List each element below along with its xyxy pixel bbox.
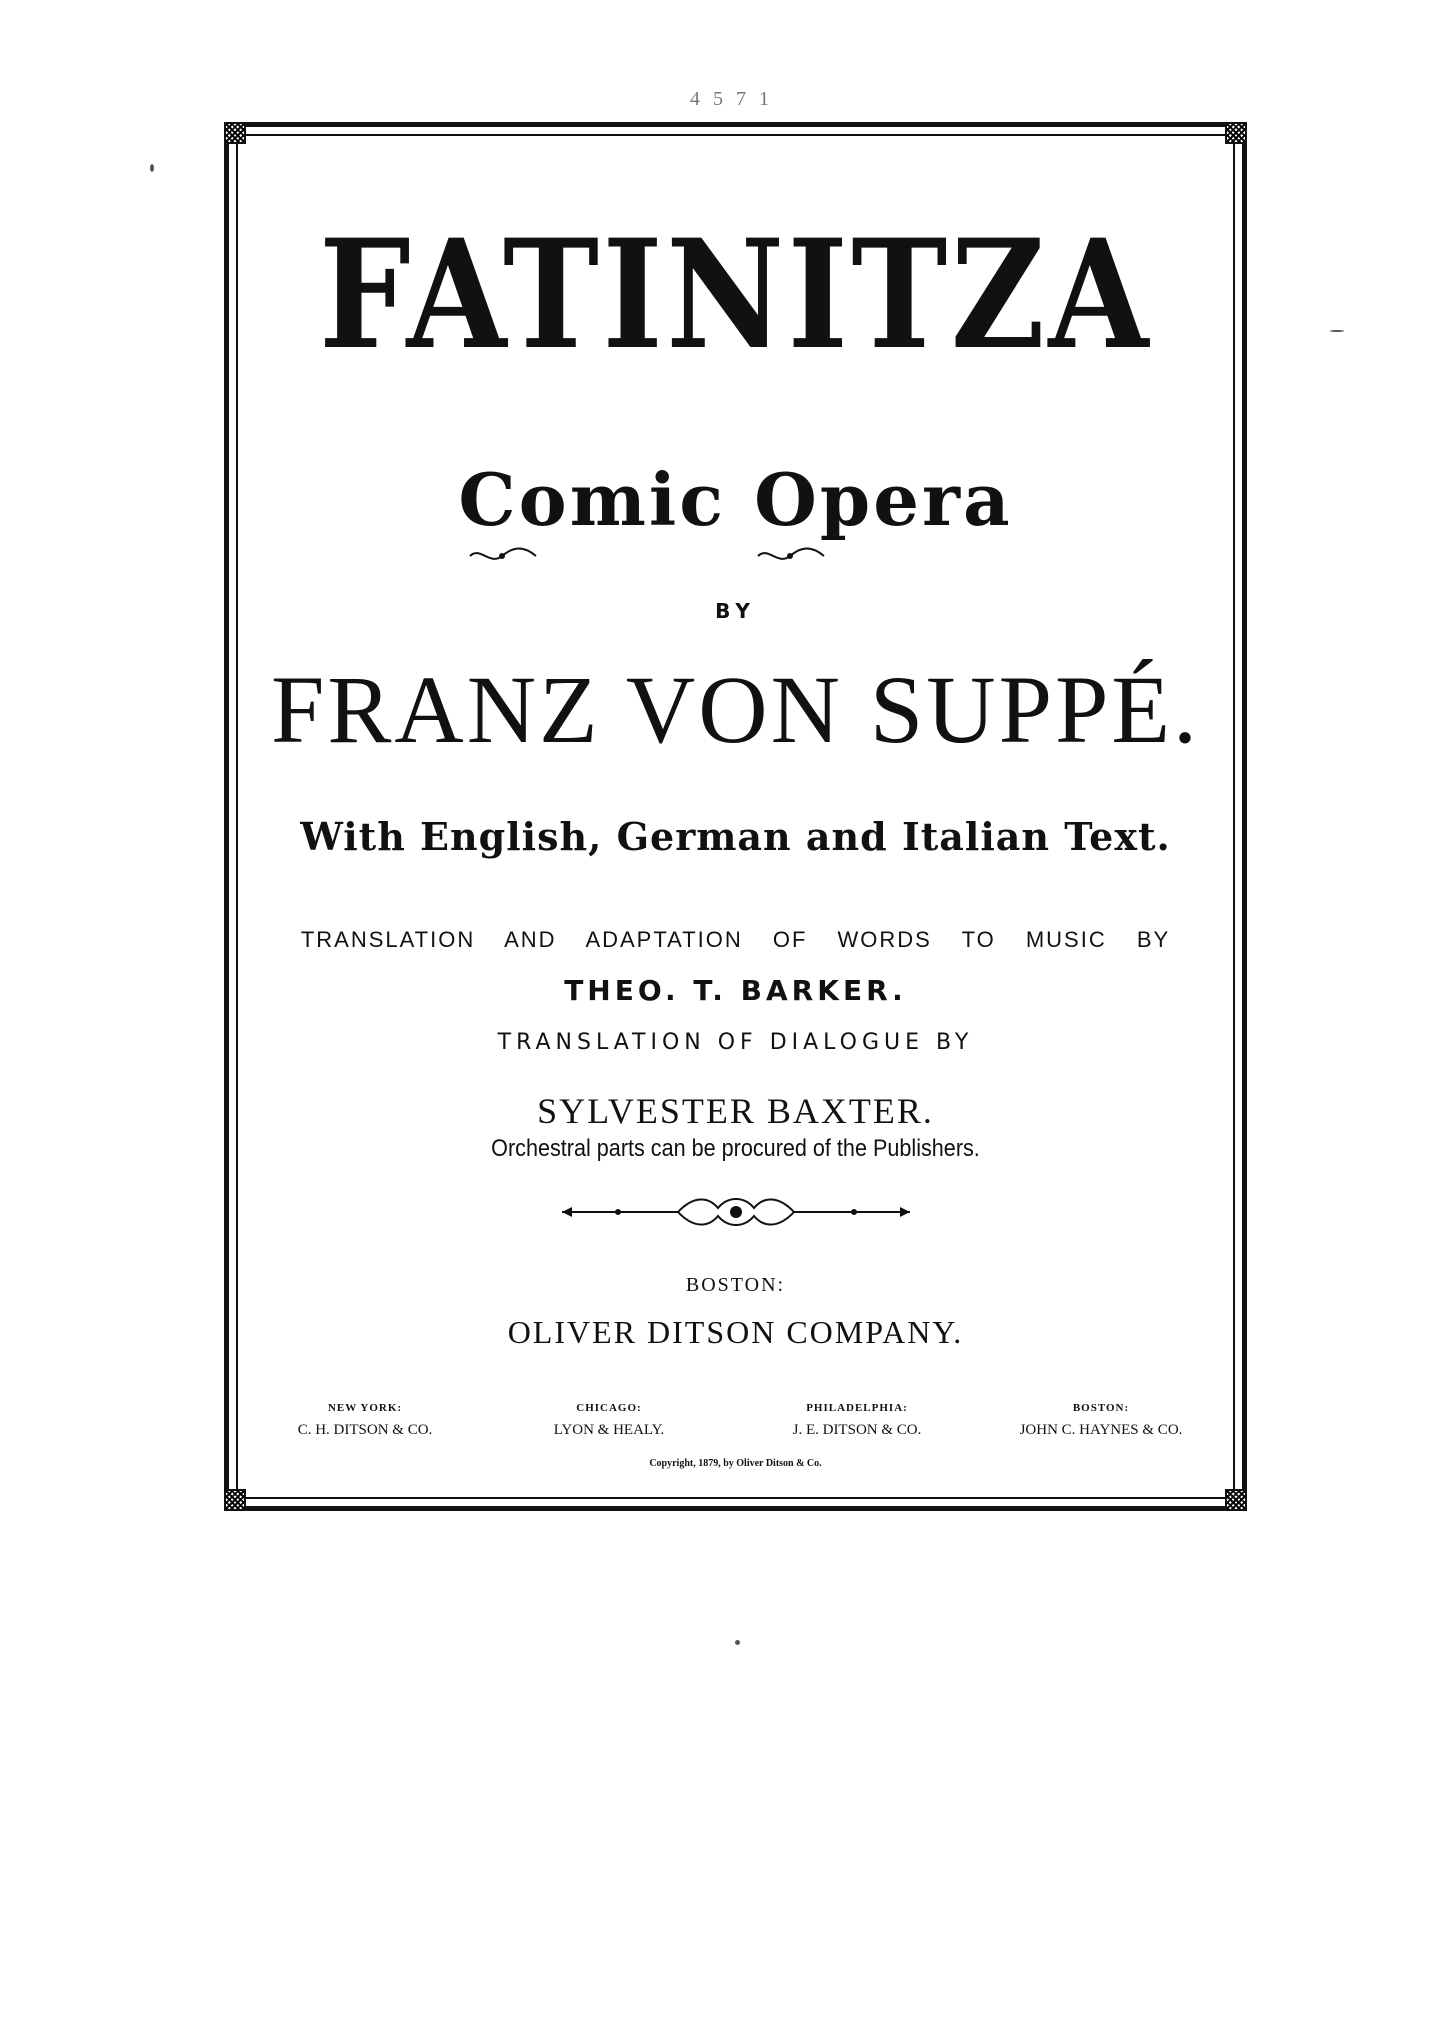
flourish-icon xyxy=(468,544,538,568)
agent-city: CHICAGO: xyxy=(576,1402,642,1414)
by-label: BY xyxy=(715,599,756,623)
publisher-city: BOSTON: xyxy=(685,1274,786,1296)
agent-new-york xyxy=(260,1402,470,1439)
flourish-icon xyxy=(756,544,826,568)
agents-row xyxy=(236,1402,1235,1462)
dialogue-translator-name: SYLVESTER BAXTER. xyxy=(537,1091,934,1131)
page-mark: 4 5 7 1 xyxy=(690,88,773,110)
composer-name: FRANZ VON SUPPÉ. xyxy=(270,656,1201,763)
languages-line: With English, German and Italian Text. xyxy=(300,814,1171,859)
agent-philadelphia xyxy=(752,1402,962,1439)
opera-title: FATINITZA xyxy=(319,207,1152,383)
agent-boston xyxy=(996,1402,1206,1439)
copyright-notice: Copyright, 1879, by Oliver Ditson & Co. xyxy=(649,1458,822,1469)
opera-subtitle: Comic Opera xyxy=(458,457,1013,542)
agent-name: C. H. DITSON & CO. xyxy=(297,1422,433,1438)
agent-name: J. E. DITSON & CO. xyxy=(792,1422,922,1438)
dialogue-credit-label: TRANSLATION OF DIALOGUE BY xyxy=(497,1030,974,1055)
ornamental-divider-icon xyxy=(558,1192,914,1232)
title-page xyxy=(236,134,1235,1499)
translator-name: THEO. T. BARKER. xyxy=(564,974,907,1007)
translation-credit-label: TRANSLATION AND ADAPTATION OF WORDS TO MUSIC BY xyxy=(300,927,1171,952)
agent-city: NEW YORK: xyxy=(327,1402,403,1414)
agent-name: LYON & HEALY. xyxy=(553,1422,665,1438)
agent-name: JOHN C. HAYNES & CO. xyxy=(1019,1422,1183,1438)
agent-chicago xyxy=(504,1402,714,1439)
orchestral-parts-note: Orchestral parts can be procured of the Publishers. xyxy=(491,1135,980,1162)
agent-city: PHILADELPHIA: xyxy=(806,1402,908,1414)
scan-speck xyxy=(735,1640,740,1645)
scan-speck xyxy=(1330,330,1344,332)
scan-speck xyxy=(150,164,154,172)
publisher-name: OLIVER DITSON COMPANY. xyxy=(507,1314,964,1350)
agent-city: BOSTON: xyxy=(1072,1402,1130,1414)
